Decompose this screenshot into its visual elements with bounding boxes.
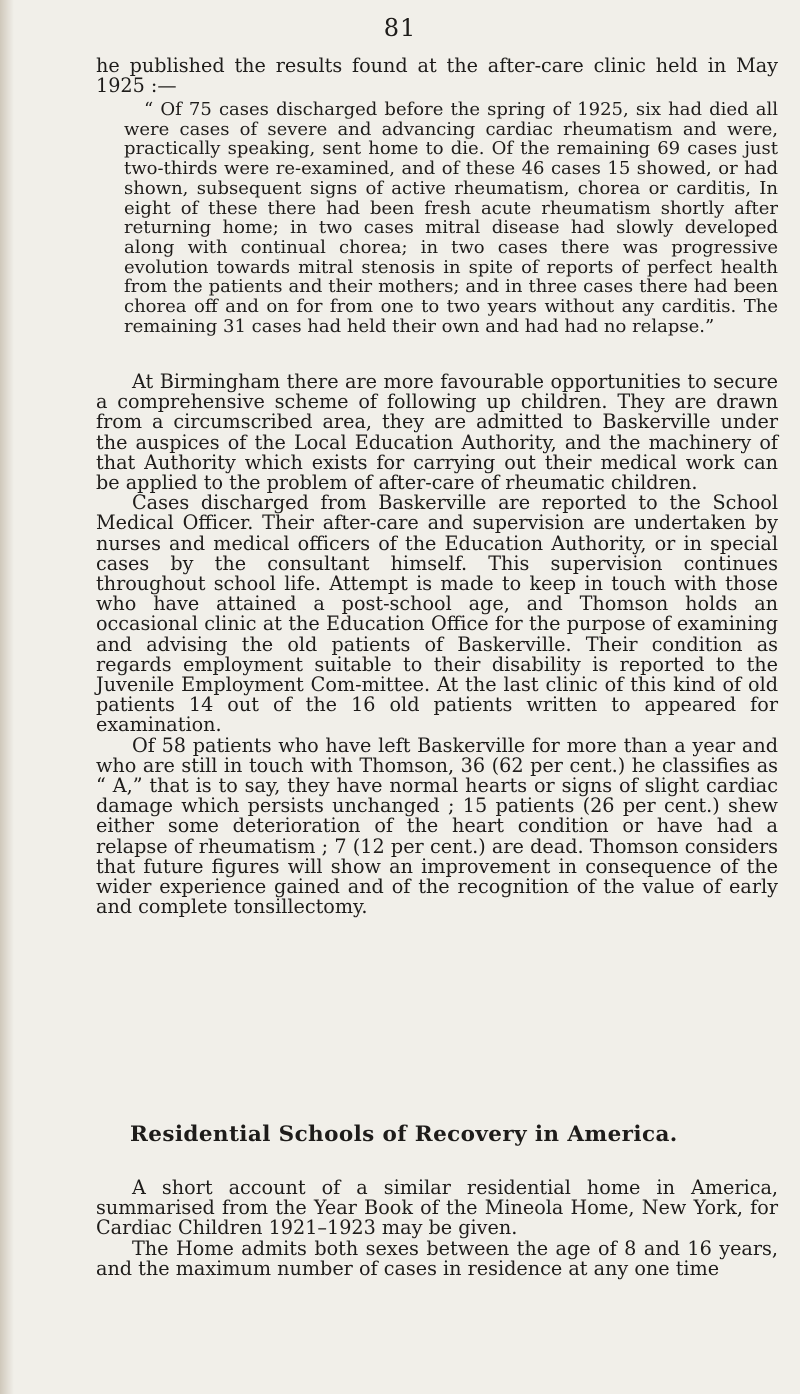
quotation-block [124, 100, 778, 336]
intro-block [96, 56, 778, 96]
section-body [96, 1178, 778, 1279]
paragraph-home-admits: The Home admits both sexes between the age of 8 and 16 years, and the maximum number of cases in residence at any one time [96, 1236, 778, 1280]
paragraph-cases-discharged: Cases discharged from Baskerville are reported to the School Medical Officer. Their after-care and supervision are undertaken by nurses and medical officers of the Education Authority, or in special cases by the consultant himself. This supervision continues throughout school life. Attempt is made to keep in touch with those who have attained a post-school age, and Thomson holds an occasional clinic at the Education Office for the purpose of examining and advising the old patients of Baskerville. Their condition as regards employment suitable to their disability is reported to the Juvenile Employment Com-mittee. At the last clinic of this kind of old patients 14 out of the 16 old patients written to appeared for examination. [96, 491, 778, 737]
page-number: 81 [383, 14, 417, 42]
body-text [96, 372, 778, 917]
section-heading: Residential Schools of Recovery in America. [130, 1122, 678, 1147]
quotation-paragraph: “ Of 75 cases discharged before the spring of 1925, six had died all were cases of severe and advancing cardiac rheumatism and were, practically speaking, sent home to die. Of the remaining 69 cases just two-thirds were re-examined, and of these 46 cases 15 showed, or had shown, subsequent signs of active rheumatism, chorea or carditis, In eight of these there had been fresh acute rheumatism shortly after returning home; in two cases mitral disease had slowly developed along with continual chorea; in two cases there was progressive evolution towards mitral stenosis in spite of reports of perfect health from the patients and their mothers; and in three cases there had been chorea off and on for from one to two years without any carditis. The remaining 31 cases had held their own and had had no relapse.” [124, 99, 778, 337]
paragraph-birmingham: At Birmingham there are more favourable opportunities to secure a comprehensive scheme of following up children. They are drawn from a circumscribed area, they are admitted to Baskerville under the auspices of the Local Education Authority, and the machinery of that Authority which exists for carrying out their medical work can be applied to the problem of after-care of rheumatic children. [96, 370, 778, 495]
page-edge-shadow [0, 0, 14, 1394]
intro-line: he published the results found at the after-care clinic held in May 1925 :— [96, 54, 778, 98]
paragraph-statistics: Of 58 patients who have left Baskerville for more than a year and who are still in touch with Thomson, 36 (62 per cent.) he classifies as “ A,” that is to say, they have normal hearts or signs of slight cardiac damage which persists unchanged ; 15 patients (26 per cent.) shew either some deterioration of the heart condition or have had a relapse of rheumatism ; 7 (12 per cent.) are dead. Thomson considers that future figures will show an improvement in consequence of the wider experience gained and of the recognition of the value of early and complete tonsillectomy. [96, 733, 778, 919]
paragraph-america-intro: A short account of a similar residential home in America, summarised from the Year Book of the Mineola Home, New York, for Cardiac Children 1921–1923 may be given. [96, 1176, 778, 1240]
